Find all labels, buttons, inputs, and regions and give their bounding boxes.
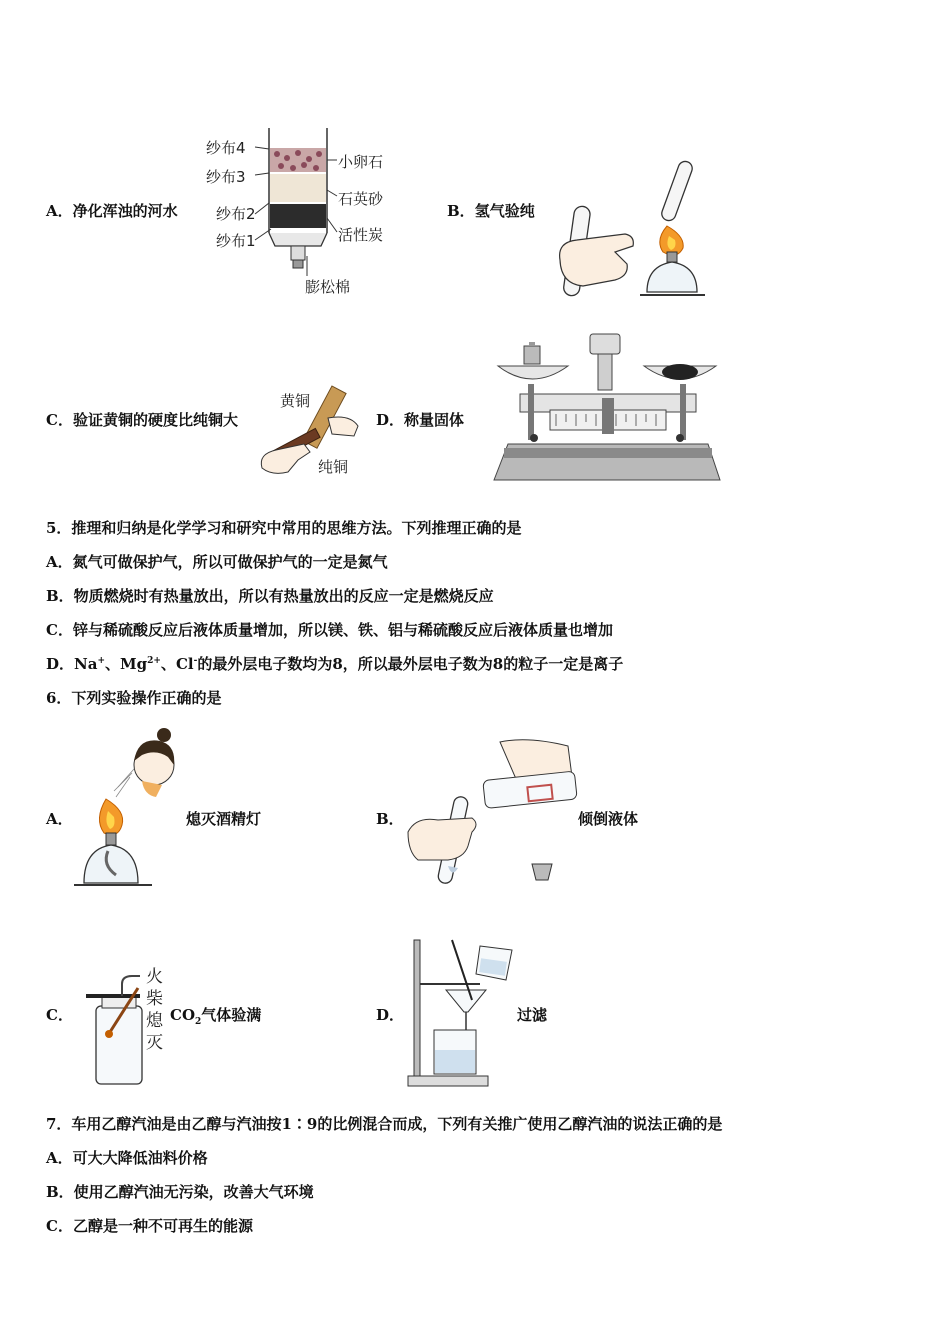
label-gauze1: 纱布1 <box>216 232 256 250</box>
balance-scale-figure <box>494 330 722 482</box>
q4-option-c: C．验证黄铜的硬度比纯铜大 <box>46 411 238 429</box>
q5-option-d: D．Na+、$Mg^{2+}$、Cl-的最外层电子数均为8，所以最外层电子数为8的粒子一定是离子 <box>46 655 624 673</box>
hydrogen-test-figure <box>555 160 715 300</box>
label-gauze3: 纱布3 <box>206 168 246 186</box>
blow-out-lamp-figure <box>72 725 182 887</box>
label-quartz: 石英砂 <box>338 190 384 208</box>
label-cotton: 膨松棉 <box>305 278 351 296</box>
q4-option-a: A．净化浑浊的河水 <box>46 202 178 220</box>
q4-option-b: B．氢气验纯 <box>447 202 535 220</box>
q6-option-d-letter: D． <box>376 1006 405 1024</box>
pour-liquid-figure <box>408 736 578 888</box>
brass-copper-figure <box>258 388 368 478</box>
filtration-figure <box>406 938 524 1088</box>
label-gauze2: 纱布2 <box>216 205 256 223</box>
label-carbon: 活性炭 <box>338 226 384 244</box>
q5-option-b: B．物质燃烧时有热量放出，所以有热量放出的反应一定是燃烧反应 <box>46 587 494 605</box>
q5-stem: 5．推理和归纳是化学学习和研究中常用的思维方法。下列推理正确的是 <box>46 519 522 537</box>
q6-option-b-letter: B． <box>376 810 404 828</box>
q6-option-a-text: 熄灭酒精灯 <box>186 810 262 828</box>
label-gauze4: 纱布4 <box>206 139 246 157</box>
q6-option-d-text: 过滤 <box>517 1006 548 1024</box>
q6-option-b-text: 倾倒液体 <box>578 810 639 828</box>
q7-option-c: C．乙醇是一种不可再生的能源 <box>46 1217 253 1235</box>
label-copper: 纯铜 <box>318 458 349 476</box>
q5-option-a: A．氮气可做保护气，所以可做保护气的一定是氮气 <box>46 553 388 571</box>
q6-option-a-letter: A． <box>46 810 73 828</box>
q6-stem: 6．下列实验操作正确的是 <box>46 689 222 707</box>
q4-option-d: D．称量固体 <box>376 411 465 429</box>
q6-option-c-letter: C． <box>46 1006 73 1024</box>
q5-option-c: C．锌与稀硫酸反应后液体质量增加，所以镁、铁、铝与稀硫酸反应后液体质量也增加 <box>46 621 613 639</box>
q6-option-c-text: $CO_2$气体验满 <box>170 1006 262 1027</box>
q7-option-b: B．使用乙醇汽油无污染，改善大气环境 <box>46 1183 314 1201</box>
label-pebble: 小卵石 <box>338 153 384 171</box>
match-extinguished-label: 火柴熄灭 <box>146 967 163 1053</box>
label-brass: 黄铜 <box>280 392 311 410</box>
q7-stem: 7．车用乙醇汽油是由乙醇与汽油按1∶9的比例混合而成，下列有关推广使用乙醇汽油的说法正确的是 <box>46 1115 723 1133</box>
q7-option-a: A．可大大降低油料价格 <box>46 1149 208 1167</box>
